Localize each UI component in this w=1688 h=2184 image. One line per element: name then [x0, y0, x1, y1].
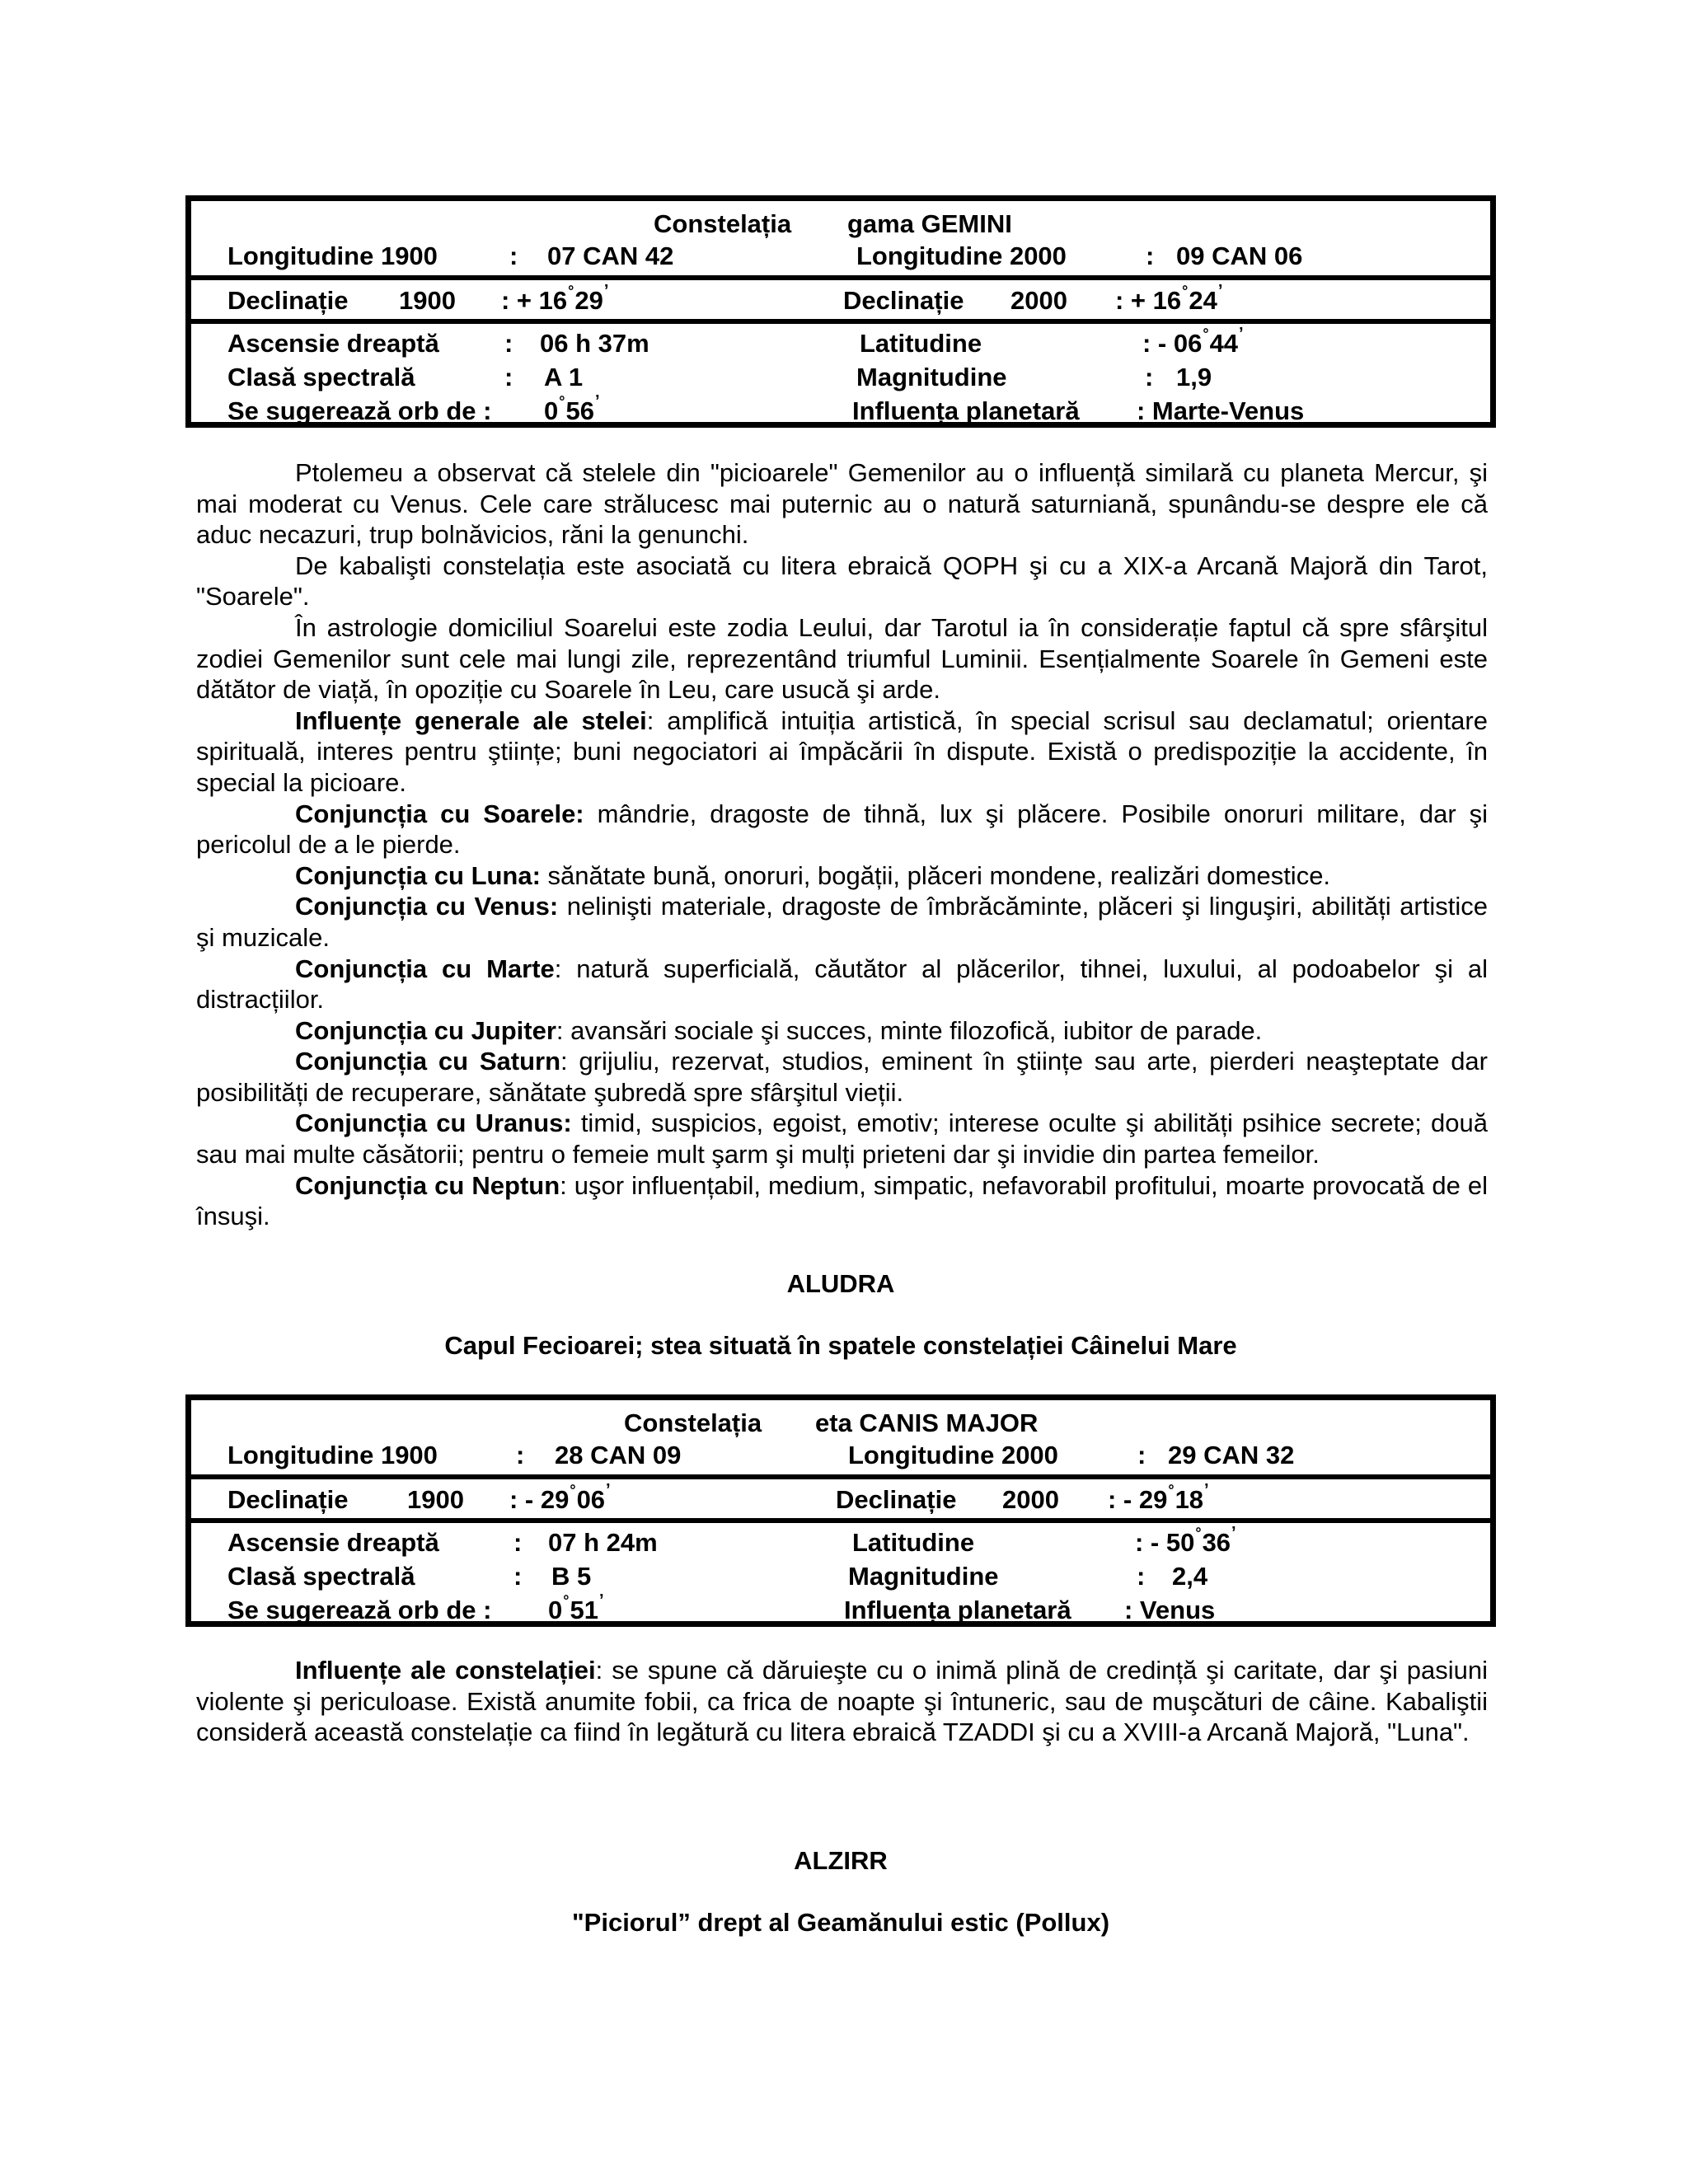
declination-1900-value: : + 16°29’ — [501, 282, 609, 315]
declination-2000-label: Declinație — [836, 1485, 957, 1514]
declination-1900-year: 1900 — [407, 1485, 464, 1514]
declination-1900-label: Declinație — [227, 1485, 349, 1514]
declination-1900-year: 1900 — [399, 286, 456, 315]
star-title-alzirr: ALZIRR — [794, 1846, 888, 1875]
right-ascension-label: Ascensie dreaptă — [227, 329, 439, 358]
suggested-orb-label: Se sugerează orb de : — [227, 1596, 492, 1624]
declination-2000-year: 2000 — [1010, 286, 1067, 315]
constellation-label: Constelația — [624, 1408, 762, 1437]
right-ascension-value: 07 h 24m — [548, 1528, 658, 1557]
declination-2000-label: Declinație — [843, 286, 964, 315]
magnitude-value: 1,9 — [1176, 363, 1212, 391]
table-divider — [191, 1518, 1490, 1523]
longitude-2000-label: Longitudine 2000 — [848, 1441, 1058, 1469]
paragraph: sănătate bună, onoruri, bogății, plăceri mondene, realizări domestice. — [540, 860, 1331, 890]
right-ascension-value: 06 h 37m — [540, 329, 649, 358]
spectral-class-value: A 1 — [544, 363, 584, 391]
paragraph: : grijuliu, rezervat, studios, eminent în ştiințe sau arte, pierderi neaşteptate dar posibilități de recuperare, sănătate şubredă spre sfârşitul vieții. — [196, 1047, 1488, 1107]
paragraph: De kabalişti constelația este asociată cu litera ebraică QOPH şi cu a XIX-a Arcană Majoră din Tarot, "Soarele". — [196, 551, 1488, 612]
declination-1900-value: : - 29°06’ — [509, 1481, 611, 1514]
suggested-orb-value: 0°51’ — [548, 1591, 604, 1624]
star-data-table-canis-major — [185, 1394, 1496, 1627]
paragraph: : amplifică intuiția artistică, în special scrisul sau declamatul; orientare spirituală, interes pentru ştiințe; buni negociatori ai împăcării în dispute. Există o predispoziție la accidente, în special la picioare. — [196, 705, 1488, 797]
star-title-aludra: ALUDRA — [786, 1269, 895, 1298]
paragraph: mândrie, dragoste de tihnă, lux şi plăcere. Posibile onoruri militare, dar şi pericolul de a le pierde. — [196, 799, 1489, 860]
paragraph-heading: Conjuncția cu Uranus: — [295, 1108, 572, 1138]
magnitude-colon: : — [1145, 363, 1154, 391]
suggested-orb-value: 0°56’ — [544, 392, 600, 425]
paragraph: : avansări sociale şi succes, minte filozofică, iubitor de parade. — [556, 1015, 1263, 1045]
longitude-2000-value: 09 CAN 06 — [1176, 241, 1303, 270]
longitude-2000-value: 29 CAN 32 — [1168, 1441, 1295, 1469]
longitude-1900-colon: : — [509, 241, 518, 270]
table-divider — [191, 1474, 1490, 1479]
paragraph-heading: Conjuncția cu Jupiter — [295, 1015, 556, 1045]
paragraph: nelinişti materiale, dragoste de îmbrăcăminte, plăceri şi linguşiri, abilități artistice şi muzicale. — [196, 892, 1488, 952]
latitude-label: Latitudine — [860, 329, 982, 358]
longitude-1900-value: 28 CAN 09 — [555, 1441, 682, 1469]
paragraph: : se spune că dăruieşte cu o inimă plină de credință şi caritate, dar şi pasiuni violente şi periculoase. Există anumite fobii, ca frica de noapte şi întuneric, sau de muşcături de câine. Kabaliştii consideră această constelație ca fiind în legătură cu litera ebraică TZADDI şi cu a XVIII-a Arcană Majoră, "Luna". — [196, 1656, 1488, 1747]
spectral-class-label: Clasă spectrală — [227, 1562, 415, 1591]
table-divider — [191, 319, 1490, 324]
spectral-class-colon: : — [513, 1562, 523, 1591]
planetary-influence-label: Influența planetară — [844, 1596, 1071, 1624]
planetary-influence-label: Influența planetară — [852, 396, 1080, 425]
paragraph-heading: Conjuncția cu Luna: — [295, 860, 541, 890]
constellation-value: gama GEMINI — [847, 209, 1012, 238]
declination-2000-value: : - 29°18’ — [1108, 1481, 1209, 1514]
longitude-1900-colon: : — [516, 1441, 525, 1469]
body-text-gemini — [196, 457, 1488, 1232]
constellation-value: eta CANIS MAJOR — [815, 1408, 1039, 1437]
paragraph: : uşor influențabil, medium, simpatic, nefavorabil profitului, moarte provocată de el însuşi. — [196, 1170, 1488, 1231]
table-divider — [191, 275, 1490, 280]
longitude-2000-colon: : — [1137, 1441, 1146, 1469]
declination-2000-year: 2000 — [1002, 1485, 1059, 1514]
declination-1900-label: Declinație — [227, 286, 349, 315]
constellation-label: Constelația — [654, 209, 792, 238]
spectral-class-value: B 5 — [551, 1562, 592, 1591]
paragraph: : natură superficială, căutător al plăcerilor, tihnei, luxului, al podoabelor şi al distracțiilor. — [196, 954, 1488, 1015]
magnitude-value: 2,4 — [1172, 1562, 1208, 1591]
paragraph-heading: Conjuncția cu Soarele: — [295, 799, 584, 828]
right-ascension-label: Ascensie dreaptă — [227, 1528, 439, 1557]
magnitude-label: Magnitudine — [848, 1562, 999, 1591]
magnitude-label: Magnitudine — [856, 363, 1007, 391]
latitude-value: : - 50°36’ — [1135, 1524, 1236, 1557]
suggested-orb-label: Se sugerează orb de : — [227, 396, 492, 425]
paragraph: Ptolemeu a observat că stelele din "picioarele" Gemenilor au o influență similară cu planeta Mercur, şi mai moderat cu Venus. Cele care strălucesc mai puternic au o natură saturniană, spunându-se despre ele că aduc necazuri, trup bolnăvicios, răni la genunchi. — [196, 458, 1488, 550]
star-data-table-gemini — [185, 195, 1496, 428]
longitude-1900-label: Longitudine 1900 — [227, 1441, 438, 1469]
longitude-1900-value: 07 CAN 42 — [547, 241, 674, 270]
declination-2000-value: : + 16°24’ — [1115, 282, 1223, 315]
longitude-1900-label: Longitudine 1900 — [227, 241, 438, 270]
star-subtitle-aludra: Capul Fecioarei; stea situată în spatele constelației Câinelui Mare — [444, 1331, 1237, 1360]
longitude-2000-label: Longitudine 2000 — [856, 241, 1067, 270]
right-ascension-colon: : — [504, 329, 513, 358]
spectral-class-colon: : — [504, 363, 513, 391]
magnitude-colon: : — [1137, 1562, 1146, 1591]
paragraph-heading: Conjuncția cu Venus: — [295, 892, 559, 921]
paragraph: În astrologie domiciliul Soarelui este zodia Leului, dar Tarotul ia în considerație faptul că spre sfârşitul zodiei Gemenilor sunt cele mai lungi zile, reprezentând triumful Luminii. Esențialmente Soarele în Gemeni este dătător de viață, în opoziție cu Soarele în Leu, care usucă şi arde. — [196, 612, 1488, 705]
longitude-2000-colon: : — [1146, 241, 1155, 270]
planetary-influence-value: : Venus — [1124, 1596, 1216, 1624]
right-ascension-colon: : — [513, 1528, 523, 1557]
paragraph-heading: Influențe ale constelației — [295, 1656, 596, 1685]
paragraph-heading: Influențe generale ale stelei — [295, 705, 647, 735]
paragraph-heading: Conjuncția cu Neptun — [295, 1170, 560, 1200]
spectral-class-label: Clasă spectrală — [227, 363, 415, 391]
planetary-influence-value: : Marte-Venus — [1137, 396, 1305, 425]
latitude-label: Latitudine — [852, 1528, 975, 1557]
latitude-value: : - 06°44’ — [1142, 325, 1244, 358]
paragraph-heading: Conjuncția cu Saturn — [295, 1047, 561, 1076]
paragraph-heading: Conjuncția cu Marte — [295, 954, 555, 983]
body-text-aludra — [196, 1655, 1488, 1748]
star-subtitle-alzirr: "Piciorul” drept al Geamănului estic (Pollux) — [571, 1908, 1110, 1937]
paragraph: timid, suspicios, egoist, emotiv; interese oculte şi abilități psihice secrete; două sau mai multe căsătorii; pentru o femeie mult şarm şi mulți prieteni dar şi invidie din partea femeilor. — [196, 1108, 1488, 1169]
